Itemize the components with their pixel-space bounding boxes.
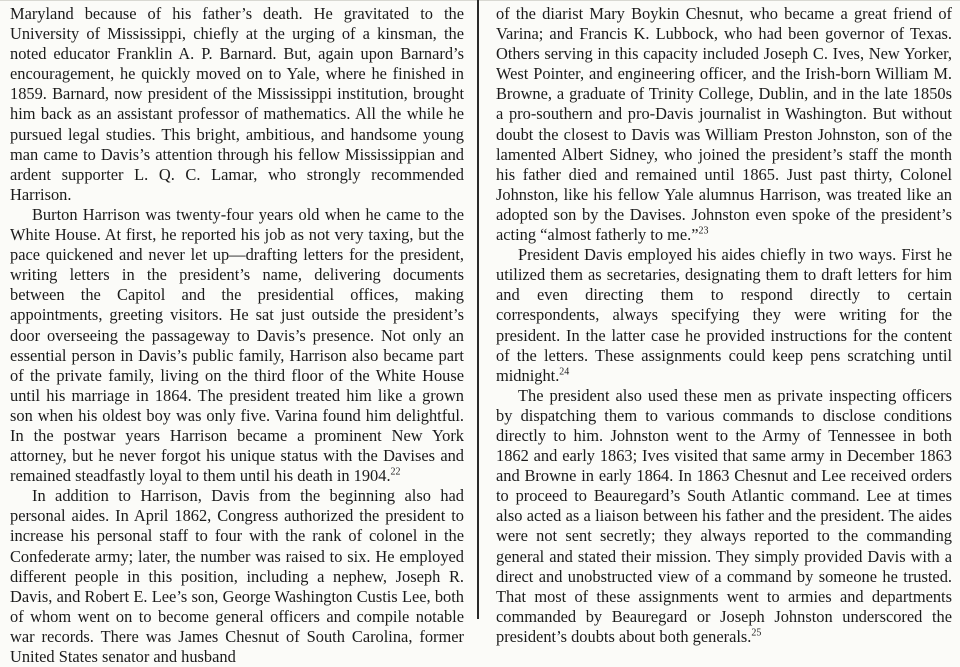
left-text-column bbox=[10, 4, 464, 667]
paragraph: of the diarist Mary Boykin Chesnut, who became a great friend of Varina; and Francis K. Lubbock, who had been governor of Texas. Others serving in this capacity included Joseph C. Ives, New Yorker, West Pointer, and engineering officer, and the Irish-born William M. Browne, a graduate of Trinity College, Dublin, and in the late 1850s a pro-southern and pro-Davis journalist in Washington. But without doubt the closest to Davis was William Preston Johnston, son of the lamented Albert Sidney, who joined the president’s staff the month his father died and remained until 1865. Just past thirty, Colonel Johnston, like his fellow Yale alumnus Harrison, was treated like an adopted son by the Davises. Johnston even spoke of the president’s acting “almost fatherly to me.”$^{23}$ bbox=[496, 4, 952, 245]
right-text-column bbox=[496, 4, 952, 647]
paragraph: President Davis employed his aides chiefly in two ways. First he utilized them as secretaries, designating them to draft letters for him and even directing them to respond directly to certain correspondents, always specifying they were writing for the president. In the latter case he provided instructions for the content of the letters. These assignments could keep pens scratching until midnight.$^{24}$ bbox=[496, 245, 952, 385]
paragraph: Maryland because of his father’s death. He gravitated to the University of Mississippi, chiefly at the urging of a kinsman, the noted educator Franklin A. P. Barnard. But, again upon Barnard’s encouragement, he quickly moved on to Yale, where he finished in 1859. Barnard, now president of the Mississippi institution, brought him back as an assistant professor of mathematics. All the while he pursued legal studies. This bright, ambitious, and handsome young man came to Davis’s attention through his fellow Mississippian and ardent supporter L. Q. C. Lamar, who strongly recommended Harrison. bbox=[10, 4, 464, 204]
footnote-marker: 25 bbox=[751, 627, 762, 639]
page-top-edge bbox=[0, 0, 960, 1]
footnote-marker: 24 bbox=[559, 366, 570, 378]
paragraph: The president also used these men as private inspecting officers by dispatching them to various commands to disclose conditions directly to him. Johnston went to the Army of Tennessee in both 1862 and early 1863; Ives visited that same army in December 1863 and Browne in early 1864. In 1863 Chesnut and Lee received orders to proceed to Beauregard’s South Atlantic command. Lee at times also acted as a liaison between his father and the president. The aides were not sent secretly; they always reported to the commanding general and stated their mission. They simply provided Davis with a direct and unobstructed view of a command by someone he trusted. That most of these assignments went to armies and departments commanded by Beauregard or Joseph Johnston underscored the president’s doubts about both generals.$^{25}$ bbox=[496, 385, 952, 646]
column-divider bbox=[477, 0, 479, 619]
footnote-marker: 22 bbox=[390, 466, 401, 478]
paragraph: In addition to Harrison, Davis from the beginning also had personal aides. In April 1862, Congress authorized the president to increase his personal staff to four with the rank of colonel in the Confederate army; later, the number was raised to six. He employed different people in this position, including a nephew, Joseph R. Davis, and Robert E. Lee’s son, George Washington Custis Lee, both of whom went on to become general officers and compile notable war records. There was James Chesnut of South Carolina, former United States senator and husband bbox=[10, 486, 464, 666]
footnote-marker: 23 bbox=[698, 225, 709, 237]
paragraph: Burton Harrison was twenty-four years old when he came to the White House. At first, he reported his job as not very taxing, but the pace quickened and never let up—drafting letters for the president, writing letters in the president’s name, delivering documents between the Capitol and the presidential offices, making appointments, greeting visitors. He sat just outside the president’s door overseeing the passageway to Davis’s presence. Not only an essential person in Davis’s public family, Harrison also became part of the private family, living on the third floor of the White House until his marriage in 1864. The president treated him like a grown son when his oldest boy was only five. Varina found him delightful. In the postwar years Harrison became a prominent New York attorney, but he never forgot his unique status with the Davises and remained steadfastly loyal to them until his death in 1904.22 bbox=[10, 204, 464, 486]
